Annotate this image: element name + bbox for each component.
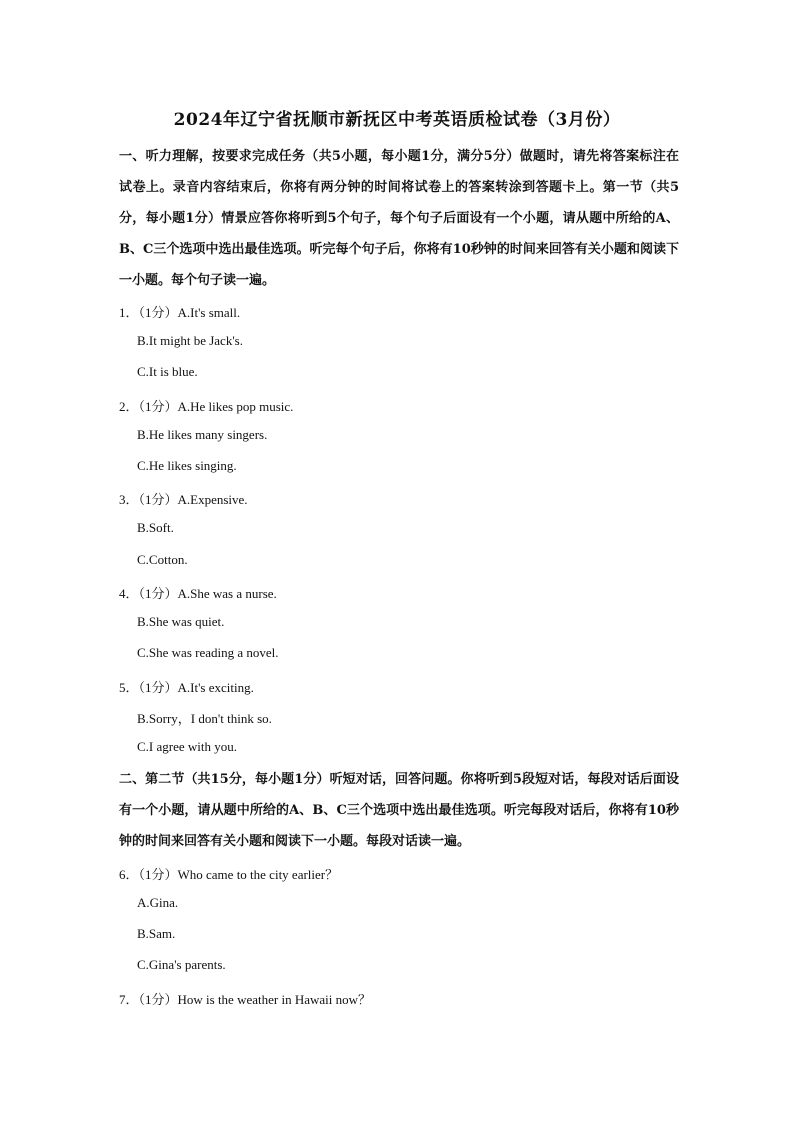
question-2-option-c: C.He likes singing. [137, 458, 237, 473]
question-6: 6．（1分）Who came to the city earlier？ [119, 867, 339, 882]
question-3: 3．（1分）A.Expensive. [119, 492, 248, 507]
question-1: 1．（1分）A.It's small. [119, 305, 241, 320]
question-1-option-c: C.It is blue. [137, 364, 198, 379]
question-6-option-b: B.Sam. [137, 926, 176, 941]
question-1-option-b: B.It might be Jack's. [137, 333, 243, 348]
section2-instructions: 二、第二节（共15分，每小题1分）听短对话，回答问题。你将听到5段短对话，每段对话后面设有一个小题，请从题中所给的A、B、C三个选项中选出最佳选项。听完每段对话后，你将有10秒钟的时间来回答有关小题和阅读下一小题。每段对话读一遍。 [119, 772, 679, 849]
question-2: 2．（1分）A.He likes pop music. [119, 399, 294, 414]
question-4: 4．（1分）A.She was a nurse. [119, 586, 277, 601]
question-5-option-b: B.Sorry，I don't think so. [137, 711, 272, 726]
question-6-option-a: A.Gina. [137, 895, 179, 910]
question-5: 5．（1分）A.It's exciting. [119, 680, 254, 695]
question-3-option-b: B.Soft. [137, 520, 174, 535]
page-title: 2024年辽宁省抚顺市新抚区中考英语质检试卷（3月份） [173, 110, 621, 130]
question-6-option-c: C.Gina's parents. [137, 957, 226, 972]
question-2-option-b: B.He likes many singers. [137, 427, 268, 442]
section1-instructions: 一、听力理解，按要求完成任务（共5小题，每小题1分，满分5分）做题时，请先将答案标注在试卷上。录音内容结束后，你将有两分钟的时间将试卷上的答案转涂到答题卡上。第一节（共5分，每小题1分）情景应答你将听到5个句子，每个句子后面设有一个小题，请从题中所给的A、B、C三个选项中选出最佳选项。听完每个句子后，你将有10秒钟的时间来回答有关小题和阅读下一小题。每个句子读一遍。 [119, 149, 679, 288]
question-7: 7．（1分）How is the weather in Hawaii now？ [119, 992, 372, 1007]
question-5-option-c: C.I agree with you. [137, 739, 238, 754]
question-3-option-c: C.Cotton. [137, 552, 188, 567]
question-4-option-b: B.She was quiet. [137, 614, 225, 629]
question-4-option-c: C.She was reading a novel. [137, 645, 279, 660]
